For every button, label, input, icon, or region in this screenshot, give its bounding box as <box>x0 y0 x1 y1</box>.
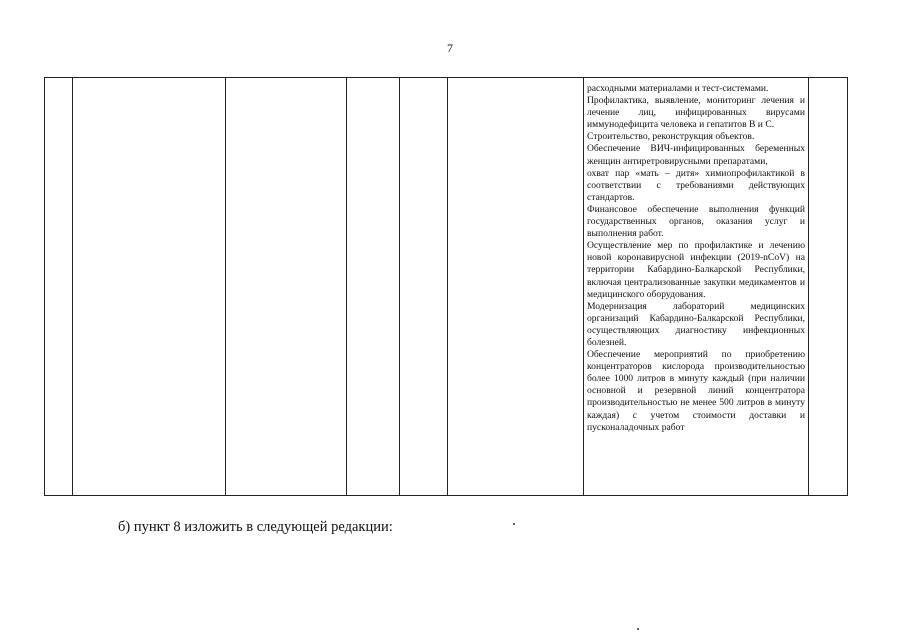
measure-paragraph: Модернизация лабораторий медицинских организаций Кабардино-Балкарской Республики, осуществляющих диагностику инфекционных болезней. <box>587 300 805 348</box>
measure-paragraph: Обеспечение ВИЧ-инфицированных беременных женщин антиретровирусными препаратами, <box>587 143 805 167</box>
table-cell-col-6 <box>448 78 584 496</box>
table-row <box>45 78 848 496</box>
scan-speck <box>637 628 639 630</box>
item-b-text: б) пункт 8 изложить в следующей редакции: <box>118 519 393 535</box>
content-table <box>44 77 848 496</box>
scan-speck <box>513 523 515 525</box>
measure-paragraph: Финансовое обеспечение выполнения функций государственных органов, оказания услуг и выполнения работ. <box>587 203 805 240</box>
table-cell-col-2 <box>73 78 226 496</box>
measure-paragraph: расходными материалами и тест-системами. <box>587 83 769 94</box>
table-cell-col-8 <box>809 78 848 496</box>
table-cell-col-5 <box>400 78 448 496</box>
page-number: 7 <box>447 41 453 55</box>
table-cell-col-3 <box>226 78 347 496</box>
measure-paragraph: Обеспечение мероприятий по приобретению концентраторов кислорода производительностью более 1000 литров в минуту каждый (при наличии основной и резервной линий концентратора производительностью не менее 500 литров в минуту каждая) с учетом стоимости доставки и пусконаладочных работ <box>587 349 805 433</box>
measure-paragraph: охват пар «мать – дитя» химиопрофилактикой в соответствии с требованиями действующих стандартов. <box>587 167 805 203</box>
table-cell-measures-text <box>584 78 809 496</box>
measure-paragraph: Строительство, реконструкция объектов. <box>587 131 755 143</box>
measure-paragraph: Профилактика, выявление, мониторинг лечения и лечение лиц, инфицированных вирусами иммунодефицита человека и гепатитов В и С. <box>587 95 805 131</box>
table-cell-col-4 <box>347 78 400 496</box>
measure-paragraph: Осуществление мер по профилактике и лечению новой коронавирусной инфекции (2019-nCoV) на территории Кабардино-Балкарской Республики, включая централизованные закупки медикаментов и медицинского оборудования. <box>587 240 805 300</box>
table-cell-col-1 <box>45 78 73 496</box>
